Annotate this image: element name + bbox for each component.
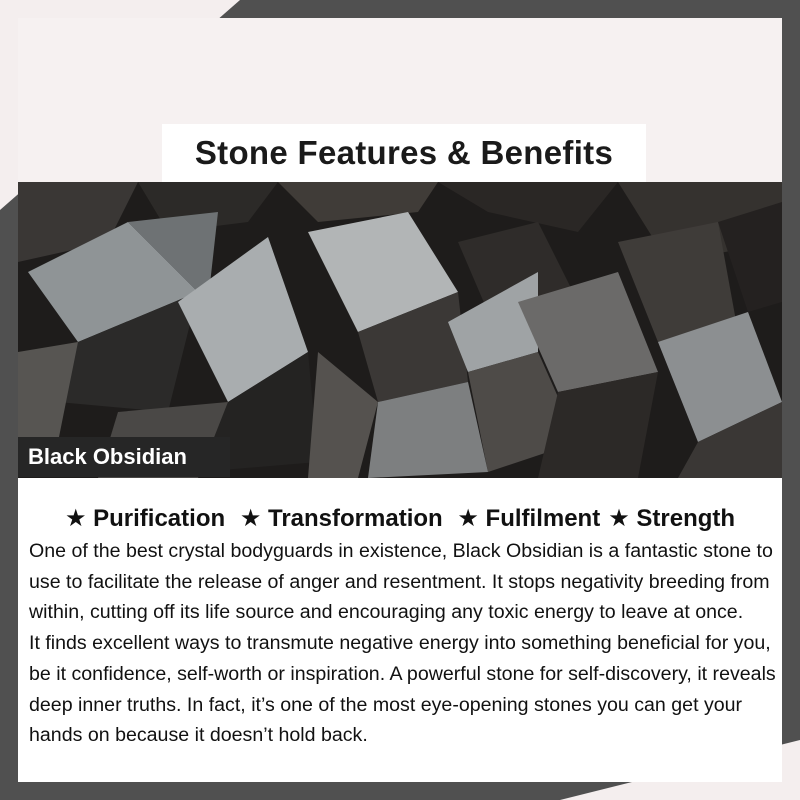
feature-item: ★ Transformation (239, 505, 443, 532)
feature-item: ★ Purification (64, 505, 226, 532)
stone-name-label (18, 437, 230, 477)
feature-item: ★ Strength (608, 505, 736, 532)
feature-item: ★ Fulfilment (457, 505, 601, 532)
stone-name: Black Obsidian (28, 444, 187, 469)
obsidian-photo (18, 182, 782, 478)
features-row (40, 504, 760, 533)
title-banner (162, 124, 646, 182)
page-title: Stone Features & Benefits (194, 134, 614, 171)
description-paragraph: One of the best crystal bodyguards in existence, Black Obsidian is a fantastic stone to use to facilitate the release of anger and resentment. It stops negativity breeding from within, cutting off its life source and encouraging any toxic energy to leave at once. (29, 540, 773, 624)
description-paragraph: It finds excellent ways to transmute negative energy into something beneficial for you, be it confidence, self-worth or inspiration. A powerful stone for self-discovery, it reveals deep inner truths. In fact, it’s one of the most eye-opening stones you can get your hands on because it doesn’t hold back. (29, 632, 776, 747)
description-text (29, 536, 781, 751)
